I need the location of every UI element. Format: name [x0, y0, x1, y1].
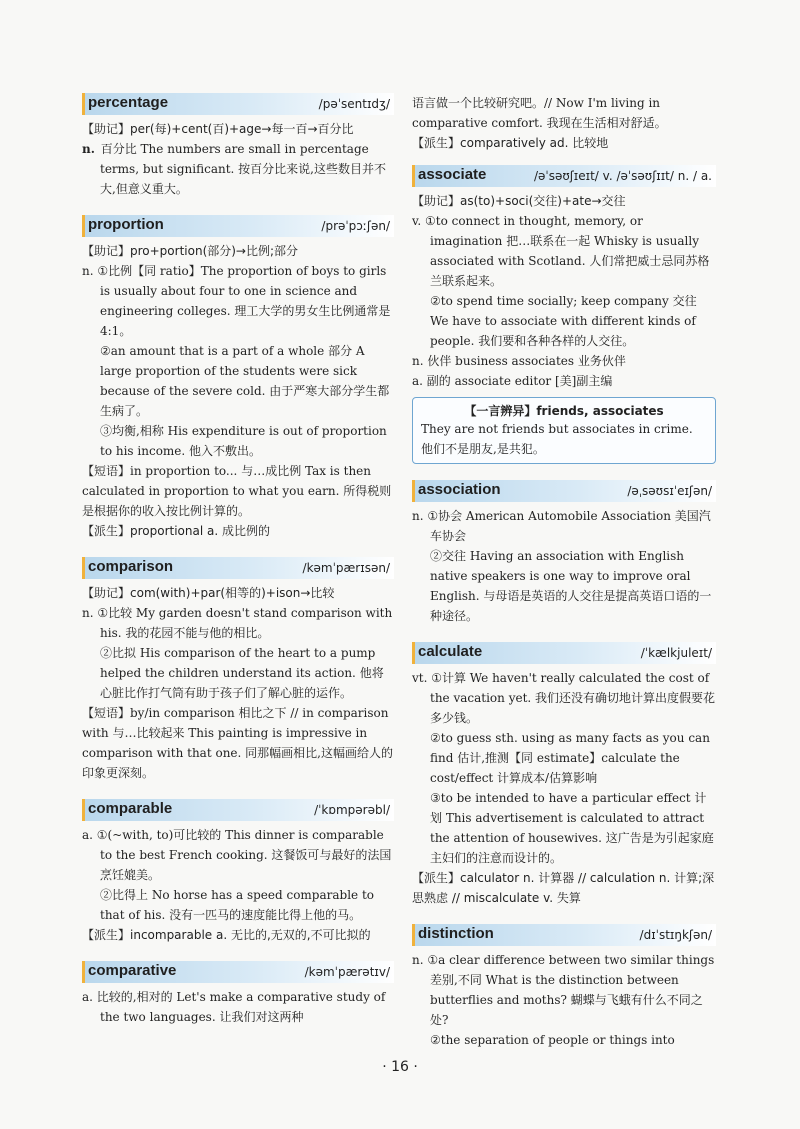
- entry-associate: [412, 165, 716, 464]
- entry-comparable: [82, 799, 394, 945]
- memory-aid: 【助记】pro+portion(部分)→比例;部分: [82, 244, 299, 258]
- headword-bar: [412, 165, 716, 187]
- definition: ②比得上 No horse has a speed comparable to that of his. 没有一匹马的速度能比得上他的马。: [100, 888, 375, 922]
- entry-association: [412, 480, 716, 626]
- memory-aid: 【助记】per(每)+cent(百)+age→每一百→百分比: [82, 122, 354, 136]
- definition: n. ①比较 My garden doesn't stand comparison with his. 我的花园不能与他的相比。: [82, 606, 393, 640]
- definition: n. 伙伴 business associates 业务伙伴: [412, 354, 626, 368]
- headword-bar: [82, 93, 394, 115]
- headword-bar: [412, 924, 716, 946]
- headword: association: [418, 481, 501, 498]
- left-column: [82, 93, 394, 1043]
- pronunciation: /dɪˈstɪŋkʃən/: [639, 928, 712, 942]
- entry-percentage: [82, 93, 394, 199]
- definition: ②an amount that is a part of a whole 部分 A large proportion of the students were sick because of the severe cold. 由于严寒大部分学生都生病了。: [100, 344, 390, 418]
- definition: ②比拟 His comparison of the heart to a pump helped the children understand its action. 他将心脏比作打气筒有助于孩子们了解心脏的运作。: [100, 646, 384, 700]
- definition: vt. ①计算 We haven't really calculated the cost of the vacation yet. 我们还没有确切地计算出度假要花多少钱。: [412, 671, 716, 725]
- phrase: 【短语】by/in comparison 相比之下 // in comparison with 与…比较起来 This painting is impressive in comparison with that one. 同那幅画相比,这幅画给人的印象更深刻。: [82, 706, 393, 780]
- derivation: 【派生】proportional a. 成比例的: [82, 524, 270, 538]
- right-column: [412, 93, 716, 1066]
- headword: percentage: [88, 94, 169, 111]
- headword-bar: [82, 799, 394, 821]
- derivation: 【派生】calculator n. 计算器 // calculation n. 计算;深思熟虑 // miscalculate v. 失算: [412, 871, 715, 905]
- headword: associate: [418, 166, 487, 183]
- memory-aid: 【助记】as(to)+soci(交往)+ate→交往: [412, 194, 626, 208]
- pronunciation: /əˈsəʊʃɪeɪt/ v. /əˈsəʊʃɪɪt/ n. / a.: [533, 169, 712, 183]
- definition: a. 副的 associate editor [美]副主编: [412, 374, 613, 388]
- definition: ②交往 Having an association with English native speakers is one way to improve oral English. 与母语是英语的人交往是提高英语口语的一种途径。: [430, 549, 712, 623]
- definition: ②to guess sth. using as many facts as you can find 估计,推测【同 estimate】calculate the cost/effect 计算成本/估算影响: [430, 731, 710, 785]
- pronunciation: /pəˈsentɪdʒ/: [318, 97, 390, 111]
- compare-box: [412, 397, 716, 464]
- headword-bar: [82, 961, 394, 983]
- headword: comparison: [88, 558, 174, 575]
- headword: comparative: [88, 962, 177, 979]
- definition: ②the separation of people or things into: [430, 1033, 675, 1047]
- headword: calculate: [418, 643, 483, 660]
- headword: distinction: [418, 925, 494, 942]
- entry-distinction: [412, 924, 716, 1050]
- pos-label: n.: [82, 142, 95, 156]
- pronunciation: /ˈkɒmpərəbl/: [314, 803, 390, 817]
- entry-calculate: [412, 642, 716, 908]
- compare-body: They are not friends but associates in crime. 他们不是朋友,是共犯。: [421, 422, 693, 456]
- definition: ③to be intended to have a particular effect 计划 This advertisement is calculated to attract the attention of housewives. 这广告是为引起家庭主妇们的注意而设计的。: [430, 791, 714, 865]
- definition: [82, 139, 394, 199]
- definition-text: 百分比 The numbers are small in percentage terms, but significant. 按百分比来说,这些数目并不大,但意义重大。: [100, 142, 386, 196]
- definition: a. ①(~with, to)可比较的 This dinner is comparable to the best French cooking. 这餐饭可与最好的法国烹饪媲美。: [82, 828, 392, 882]
- headword-bar: [412, 480, 716, 502]
- page-number: · 16 ·: [382, 1059, 418, 1075]
- phrase: 【短语】in proportion to... 与…成比例 Tax is then calculated in proportion to what you earn. 所得税则是根据你的收入按比例计算的。: [82, 464, 392, 518]
- derivation: 【派生】comparatively ad. 比较地: [412, 136, 609, 150]
- derivation: 【派生】incomparable a. 无比的,无双的,不可比拟的: [82, 928, 371, 942]
- headword: proportion: [88, 216, 164, 233]
- definition: n. ①比例【同 ratio】The proportion of boys to girls is usually about four to one in science and engineering colleges. 理工大学的男女生比例通常是 4:1。: [82, 264, 391, 338]
- definition: n. ①协会 American Automobile Association 美国汽车协会: [412, 509, 711, 543]
- pronunciation: /ˈkælkjuleɪt/: [640, 646, 712, 660]
- entry-proportion: [82, 215, 394, 541]
- entry-comparative: [82, 961, 394, 1027]
- definition: v. ①to connect in thought, memory, or imagination 把…联系在一起 Whisky is usually associated with Scotland. 人们常把威士忌同苏格兰联系起来。: [412, 214, 710, 288]
- headword: comparable: [88, 800, 173, 817]
- entry-comparison: [82, 557, 394, 783]
- compare-title: 【一言辨异】friends, associates: [464, 404, 664, 418]
- pronunciation: /prəˈpɔːʃən/: [321, 219, 390, 233]
- definition: n. ①a clear difference between two similar things 差别,不同 What is the distinction between butterflies and moths? 蝴蝶与飞蛾有什么不同之处?: [412, 953, 715, 1027]
- pronunciation: /əˌsəʊsɪˈeɪʃən/: [627, 484, 712, 498]
- continued-example: 语言做一个比较研究吧。// Now I'm living in comparative comfort. 我现在生活相对舒适。: [412, 96, 667, 130]
- pronunciation: /kəmˈpærɪsən/: [302, 561, 390, 575]
- headword-bar: [82, 215, 394, 237]
- memory-aid: 【助记】com(with)+par(相等的)+ison→比较: [82, 586, 335, 600]
- definition: ③均衡,相称 His expenditure is out of proportion to his income. 他入不敷出。: [100, 424, 387, 458]
- definition: ②to spend time socially; keep company 交往 We have to associate with different kinds of people. 我们要和各种各样的人交往。: [430, 294, 697, 348]
- pronunciation: /kəmˈpærətɪv/: [304, 965, 390, 979]
- definition: a. 比较的,相对的 Let's make a comparative study of the two languages. 让我们对这两种: [82, 990, 386, 1024]
- headword-bar: [82, 557, 394, 579]
- headword-bar: [412, 642, 716, 664]
